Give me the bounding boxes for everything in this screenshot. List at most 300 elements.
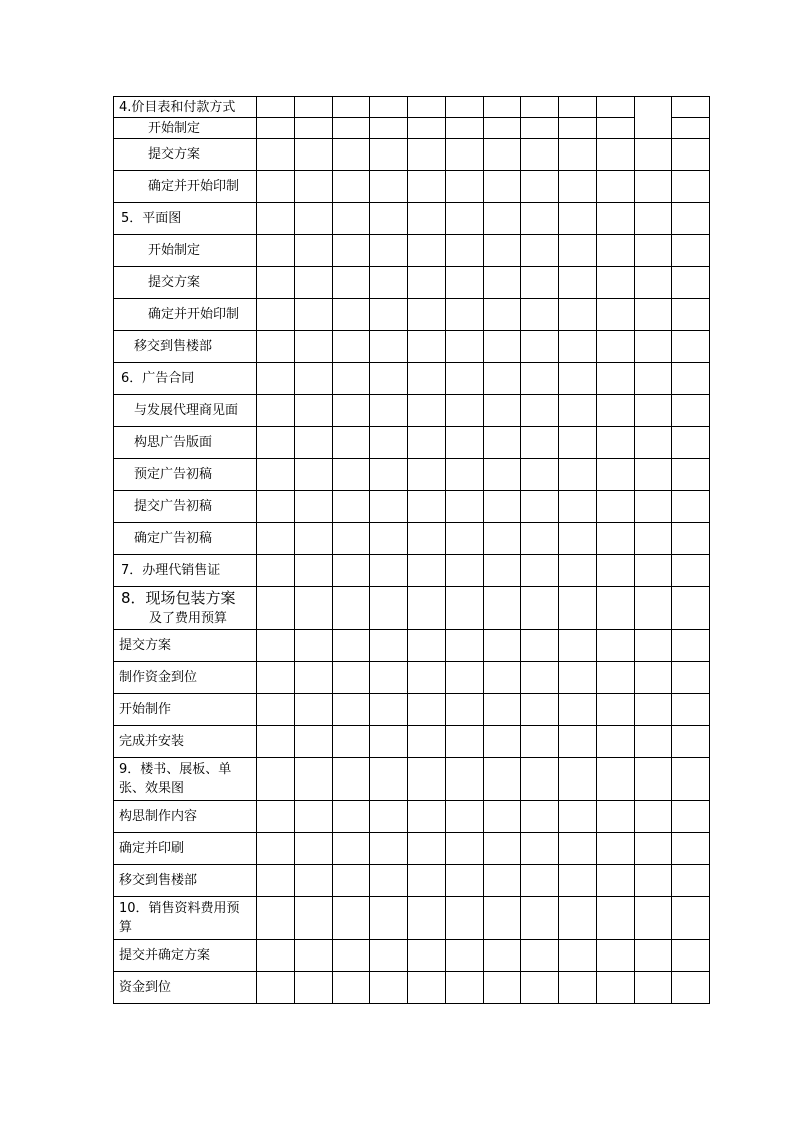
schedule-cell[interactable] bbox=[597, 662, 635, 694]
schedule-cell[interactable] bbox=[333, 139, 370, 171]
schedule-cell[interactable] bbox=[257, 587, 295, 630]
schedule-cell[interactable] bbox=[408, 630, 446, 662]
schedule-cell[interactable] bbox=[597, 801, 635, 833]
schedule-cell[interactable] bbox=[521, 267, 559, 299]
schedule-cell[interactable] bbox=[484, 267, 521, 299]
schedule-cell[interactable] bbox=[672, 758, 710, 801]
schedule-cell[interactable] bbox=[597, 897, 635, 940]
schedule-cell[interactable] bbox=[672, 972, 710, 1004]
schedule-cell[interactable] bbox=[333, 758, 370, 801]
schedule-cell[interactable] bbox=[559, 139, 597, 171]
schedule-cell[interactable] bbox=[295, 758, 333, 801]
schedule-cell[interactable] bbox=[484, 459, 521, 491]
schedule-cell[interactable] bbox=[484, 630, 521, 662]
schedule-cell[interactable] bbox=[521, 694, 559, 726]
schedule-cell[interactable] bbox=[446, 427, 484, 459]
schedule-cell[interactable] bbox=[672, 491, 710, 523]
schedule-cell[interactable] bbox=[370, 267, 408, 299]
schedule-cell[interactable] bbox=[484, 203, 521, 235]
schedule-cell[interactable] bbox=[521, 491, 559, 523]
schedule-cell[interactable] bbox=[521, 801, 559, 833]
schedule-cell[interactable] bbox=[333, 491, 370, 523]
schedule-cell[interactable] bbox=[559, 587, 597, 630]
schedule-cell[interactable] bbox=[672, 833, 710, 865]
schedule-cell[interactable] bbox=[333, 630, 370, 662]
schedule-cell[interactable] bbox=[295, 972, 333, 1004]
schedule-cell[interactable] bbox=[672, 299, 710, 331]
schedule-cell[interactable] bbox=[672, 97, 710, 118]
schedule-cell[interactable] bbox=[295, 299, 333, 331]
schedule-cell[interactable] bbox=[597, 299, 635, 331]
schedule-cell[interactable] bbox=[257, 758, 295, 801]
schedule-cell[interactable] bbox=[408, 758, 446, 801]
schedule-cell[interactable] bbox=[295, 427, 333, 459]
schedule-cell[interactable] bbox=[295, 139, 333, 171]
schedule-cell[interactable] bbox=[408, 972, 446, 1004]
schedule-cell[interactable] bbox=[559, 299, 597, 331]
schedule-cell[interactable] bbox=[446, 630, 484, 662]
schedule-cell[interactable] bbox=[597, 363, 635, 395]
schedule-cell[interactable] bbox=[257, 203, 295, 235]
schedule-cell[interactable] bbox=[521, 118, 559, 139]
schedule-cell[interactable] bbox=[635, 523, 672, 555]
schedule-cell[interactable] bbox=[408, 833, 446, 865]
schedule-cell[interactable] bbox=[446, 97, 484, 118]
schedule-cell[interactable] bbox=[257, 972, 295, 1004]
schedule-cell[interactable] bbox=[672, 940, 710, 972]
schedule-cell[interactable] bbox=[672, 630, 710, 662]
schedule-cell[interactable] bbox=[370, 299, 408, 331]
schedule-cell[interactable] bbox=[370, 139, 408, 171]
schedule-cell[interactable] bbox=[635, 331, 672, 363]
schedule-cell[interactable] bbox=[333, 97, 370, 118]
schedule-cell[interactable] bbox=[408, 203, 446, 235]
schedule-cell[interactable] bbox=[597, 555, 635, 587]
schedule-cell[interactable] bbox=[333, 427, 370, 459]
schedule-cell[interactable] bbox=[446, 865, 484, 897]
schedule-cell[interactable] bbox=[295, 203, 333, 235]
schedule-cell[interactable] bbox=[370, 363, 408, 395]
schedule-cell[interactable] bbox=[370, 897, 408, 940]
schedule-cell[interactable] bbox=[597, 587, 635, 630]
schedule-cell[interactable] bbox=[408, 139, 446, 171]
schedule-cell[interactable] bbox=[521, 331, 559, 363]
schedule-cell[interactable] bbox=[446, 726, 484, 758]
schedule-cell[interactable] bbox=[333, 459, 370, 491]
schedule-cell[interactable] bbox=[295, 523, 333, 555]
schedule-cell[interactable] bbox=[333, 662, 370, 694]
schedule-cell[interactable] bbox=[370, 523, 408, 555]
schedule-cell[interactable] bbox=[446, 363, 484, 395]
schedule-cell[interactable] bbox=[333, 555, 370, 587]
schedule-cell[interactable] bbox=[333, 587, 370, 630]
schedule-cell[interactable] bbox=[597, 726, 635, 758]
schedule-cell[interactable] bbox=[484, 662, 521, 694]
schedule-cell[interactable] bbox=[446, 758, 484, 801]
schedule-cell[interactable] bbox=[370, 427, 408, 459]
schedule-cell[interactable] bbox=[521, 459, 559, 491]
schedule-cell[interactable] bbox=[521, 897, 559, 940]
schedule-cell[interactable] bbox=[521, 395, 559, 427]
schedule-cell[interactable] bbox=[333, 395, 370, 427]
schedule-cell[interactable] bbox=[521, 758, 559, 801]
schedule-cell[interactable] bbox=[408, 235, 446, 267]
schedule-cell[interactable] bbox=[333, 897, 370, 940]
schedule-cell[interactable] bbox=[597, 865, 635, 897]
schedule-cell[interactable] bbox=[484, 801, 521, 833]
schedule-cell[interactable] bbox=[672, 267, 710, 299]
schedule-cell[interactable] bbox=[484, 726, 521, 758]
schedule-cell[interactable] bbox=[295, 235, 333, 267]
schedule-cell[interactable] bbox=[446, 491, 484, 523]
schedule-cell[interactable] bbox=[370, 555, 408, 587]
schedule-cell[interactable] bbox=[295, 267, 333, 299]
schedule-cell[interactable] bbox=[446, 801, 484, 833]
schedule-cell[interactable] bbox=[370, 395, 408, 427]
schedule-cell[interactable] bbox=[295, 587, 333, 630]
schedule-cell[interactable] bbox=[597, 833, 635, 865]
schedule-cell[interactable] bbox=[257, 97, 295, 118]
schedule-cell[interactable] bbox=[333, 171, 370, 203]
schedule-cell[interactable] bbox=[370, 235, 408, 267]
schedule-cell[interactable] bbox=[295, 491, 333, 523]
schedule-cell[interactable] bbox=[295, 363, 333, 395]
schedule-cell[interactable] bbox=[559, 940, 597, 972]
schedule-cell[interactable] bbox=[257, 662, 295, 694]
schedule-cell[interactable] bbox=[635, 97, 672, 139]
schedule-cell[interactable] bbox=[370, 171, 408, 203]
schedule-cell[interactable] bbox=[521, 299, 559, 331]
schedule-cell[interactable] bbox=[446, 395, 484, 427]
schedule-cell[interactable] bbox=[484, 555, 521, 587]
schedule-cell[interactable] bbox=[333, 726, 370, 758]
schedule-cell[interactable] bbox=[333, 694, 370, 726]
schedule-cell[interactable] bbox=[559, 267, 597, 299]
schedule-cell[interactable] bbox=[559, 630, 597, 662]
schedule-cell[interactable] bbox=[521, 972, 559, 1004]
schedule-cell[interactable] bbox=[295, 171, 333, 203]
schedule-cell[interactable] bbox=[370, 203, 408, 235]
schedule-cell[interactable] bbox=[672, 139, 710, 171]
schedule-cell[interactable] bbox=[295, 459, 333, 491]
schedule-cell[interactable] bbox=[484, 427, 521, 459]
schedule-cell[interactable] bbox=[484, 171, 521, 203]
schedule-cell[interactable] bbox=[333, 833, 370, 865]
schedule-cell[interactable] bbox=[484, 118, 521, 139]
schedule-cell[interactable] bbox=[672, 897, 710, 940]
schedule-cell[interactable] bbox=[333, 203, 370, 235]
schedule-cell[interactable] bbox=[597, 97, 635, 118]
schedule-cell[interactable] bbox=[635, 726, 672, 758]
schedule-cell[interactable] bbox=[597, 118, 635, 139]
schedule-cell[interactable] bbox=[295, 833, 333, 865]
schedule-cell[interactable] bbox=[672, 235, 710, 267]
schedule-cell[interactable] bbox=[257, 726, 295, 758]
schedule-cell[interactable] bbox=[521, 203, 559, 235]
schedule-cell[interactable] bbox=[559, 801, 597, 833]
schedule-cell[interactable] bbox=[446, 118, 484, 139]
schedule-cell[interactable] bbox=[257, 235, 295, 267]
schedule-cell[interactable] bbox=[672, 801, 710, 833]
schedule-cell[interactable] bbox=[597, 758, 635, 801]
schedule-cell[interactable] bbox=[597, 427, 635, 459]
schedule-cell[interactable] bbox=[597, 694, 635, 726]
schedule-cell[interactable] bbox=[635, 555, 672, 587]
schedule-cell[interactable] bbox=[370, 662, 408, 694]
schedule-cell[interactable] bbox=[559, 726, 597, 758]
schedule-cell[interactable] bbox=[521, 865, 559, 897]
schedule-cell[interactable] bbox=[597, 267, 635, 299]
schedule-cell[interactable] bbox=[635, 833, 672, 865]
schedule-cell[interactable] bbox=[333, 118, 370, 139]
schedule-cell[interactable] bbox=[521, 630, 559, 662]
schedule-cell[interactable] bbox=[370, 630, 408, 662]
schedule-cell[interactable] bbox=[559, 331, 597, 363]
schedule-cell[interactable] bbox=[446, 833, 484, 865]
schedule-cell[interactable] bbox=[672, 331, 710, 363]
schedule-cell[interactable] bbox=[484, 363, 521, 395]
schedule-cell[interactable] bbox=[295, 726, 333, 758]
schedule-cell[interactable] bbox=[521, 523, 559, 555]
schedule-cell[interactable] bbox=[559, 395, 597, 427]
schedule-cell[interactable] bbox=[408, 299, 446, 331]
schedule-cell[interactable] bbox=[446, 331, 484, 363]
schedule-cell[interactable] bbox=[333, 801, 370, 833]
schedule-cell[interactable] bbox=[257, 459, 295, 491]
schedule-cell[interactable] bbox=[597, 523, 635, 555]
schedule-cell[interactable] bbox=[446, 555, 484, 587]
schedule-cell[interactable] bbox=[408, 940, 446, 972]
schedule-cell[interactable] bbox=[672, 118, 710, 139]
schedule-cell[interactable] bbox=[408, 897, 446, 940]
schedule-cell[interactable] bbox=[597, 940, 635, 972]
schedule-cell[interactable] bbox=[295, 331, 333, 363]
schedule-cell[interactable] bbox=[635, 203, 672, 235]
schedule-cell[interactable] bbox=[257, 267, 295, 299]
schedule-cell[interactable] bbox=[559, 897, 597, 940]
schedule-cell[interactable] bbox=[484, 897, 521, 940]
schedule-cell[interactable] bbox=[597, 630, 635, 662]
schedule-cell[interactable] bbox=[295, 97, 333, 118]
schedule-cell[interactable] bbox=[672, 587, 710, 630]
schedule-cell[interactable] bbox=[672, 523, 710, 555]
schedule-cell[interactable] bbox=[672, 662, 710, 694]
schedule-cell[interactable] bbox=[408, 331, 446, 363]
schedule-cell[interactable] bbox=[559, 865, 597, 897]
schedule-cell[interactable] bbox=[559, 523, 597, 555]
schedule-cell[interactable] bbox=[521, 587, 559, 630]
schedule-cell[interactable] bbox=[635, 171, 672, 203]
schedule-cell[interactable] bbox=[257, 897, 295, 940]
schedule-cell[interactable] bbox=[484, 587, 521, 630]
schedule-cell[interactable] bbox=[408, 459, 446, 491]
schedule-cell[interactable] bbox=[521, 139, 559, 171]
schedule-cell[interactable] bbox=[408, 865, 446, 897]
schedule-cell[interactable] bbox=[559, 427, 597, 459]
schedule-cell[interactable] bbox=[370, 118, 408, 139]
schedule-cell[interactable] bbox=[484, 972, 521, 1004]
schedule-cell[interactable] bbox=[408, 97, 446, 118]
schedule-cell[interactable] bbox=[408, 118, 446, 139]
schedule-cell[interactable] bbox=[559, 203, 597, 235]
schedule-cell[interactable] bbox=[635, 897, 672, 940]
schedule-cell[interactable] bbox=[635, 139, 672, 171]
schedule-cell[interactable] bbox=[521, 833, 559, 865]
schedule-cell[interactable] bbox=[672, 171, 710, 203]
schedule-cell[interactable] bbox=[597, 235, 635, 267]
schedule-cell[interactable] bbox=[333, 865, 370, 897]
schedule-cell[interactable] bbox=[521, 97, 559, 118]
schedule-cell[interactable] bbox=[295, 118, 333, 139]
schedule-cell[interactable] bbox=[408, 587, 446, 630]
schedule-cell[interactable] bbox=[635, 865, 672, 897]
schedule-cell[interactable] bbox=[635, 267, 672, 299]
schedule-cell[interactable] bbox=[446, 299, 484, 331]
schedule-cell[interactable] bbox=[333, 972, 370, 1004]
schedule-cell[interactable] bbox=[408, 694, 446, 726]
schedule-cell[interactable] bbox=[559, 171, 597, 203]
schedule-cell[interactable] bbox=[370, 801, 408, 833]
schedule-cell[interactable] bbox=[408, 662, 446, 694]
schedule-cell[interactable] bbox=[672, 865, 710, 897]
schedule-cell[interactable] bbox=[521, 235, 559, 267]
schedule-cell[interactable] bbox=[672, 694, 710, 726]
schedule-cell[interactable] bbox=[295, 801, 333, 833]
schedule-cell[interactable] bbox=[521, 171, 559, 203]
schedule-cell[interactable] bbox=[295, 395, 333, 427]
schedule-cell[interactable] bbox=[559, 118, 597, 139]
schedule-cell[interactable] bbox=[257, 139, 295, 171]
schedule-cell[interactable] bbox=[257, 491, 295, 523]
schedule-cell[interactable] bbox=[370, 865, 408, 897]
schedule-cell[interactable] bbox=[446, 587, 484, 630]
schedule-cell[interactable] bbox=[559, 235, 597, 267]
schedule-cell[interactable] bbox=[333, 235, 370, 267]
schedule-cell[interactable] bbox=[295, 940, 333, 972]
schedule-cell[interactable] bbox=[257, 363, 295, 395]
schedule-cell[interactable] bbox=[295, 662, 333, 694]
schedule-cell[interactable] bbox=[333, 299, 370, 331]
schedule-cell[interactable] bbox=[559, 97, 597, 118]
schedule-cell[interactable] bbox=[484, 694, 521, 726]
schedule-cell[interactable] bbox=[446, 171, 484, 203]
schedule-cell[interactable] bbox=[521, 555, 559, 587]
schedule-cell[interactable] bbox=[295, 694, 333, 726]
schedule-cell[interactable] bbox=[559, 662, 597, 694]
schedule-cell[interactable] bbox=[484, 235, 521, 267]
schedule-cell[interactable] bbox=[672, 363, 710, 395]
schedule-cell[interactable] bbox=[446, 662, 484, 694]
schedule-cell[interactable] bbox=[635, 587, 672, 630]
schedule-cell[interactable] bbox=[370, 491, 408, 523]
schedule-cell[interactable] bbox=[484, 940, 521, 972]
schedule-cell[interactable] bbox=[446, 235, 484, 267]
schedule-cell[interactable] bbox=[635, 459, 672, 491]
schedule-cell[interactable] bbox=[257, 694, 295, 726]
schedule-cell[interactable] bbox=[257, 331, 295, 363]
schedule-cell[interactable] bbox=[672, 203, 710, 235]
schedule-cell[interactable] bbox=[597, 139, 635, 171]
schedule-cell[interactable] bbox=[408, 555, 446, 587]
schedule-cell[interactable] bbox=[635, 801, 672, 833]
schedule-cell[interactable] bbox=[521, 940, 559, 972]
schedule-cell[interactable] bbox=[484, 97, 521, 118]
schedule-cell[interactable] bbox=[295, 555, 333, 587]
schedule-cell[interactable] bbox=[370, 972, 408, 1004]
schedule-cell[interactable] bbox=[446, 523, 484, 555]
schedule-cell[interactable] bbox=[370, 940, 408, 972]
schedule-cell[interactable] bbox=[370, 97, 408, 118]
schedule-cell[interactable] bbox=[408, 726, 446, 758]
schedule-cell[interactable] bbox=[484, 139, 521, 171]
schedule-cell[interactable] bbox=[521, 363, 559, 395]
schedule-cell[interactable] bbox=[635, 395, 672, 427]
schedule-cell[interactable] bbox=[446, 694, 484, 726]
schedule-cell[interactable] bbox=[333, 331, 370, 363]
schedule-cell[interactable] bbox=[484, 758, 521, 801]
schedule-cell[interactable] bbox=[484, 331, 521, 363]
schedule-cell[interactable] bbox=[446, 897, 484, 940]
schedule-cell[interactable] bbox=[635, 940, 672, 972]
schedule-cell[interactable] bbox=[257, 865, 295, 897]
schedule-cell[interactable] bbox=[446, 972, 484, 1004]
schedule-cell[interactable] bbox=[597, 459, 635, 491]
schedule-cell[interactable] bbox=[370, 833, 408, 865]
schedule-cell[interactable] bbox=[635, 694, 672, 726]
schedule-cell[interactable] bbox=[333, 363, 370, 395]
schedule-cell[interactable] bbox=[408, 427, 446, 459]
schedule-cell[interactable] bbox=[559, 833, 597, 865]
schedule-cell[interactable] bbox=[257, 555, 295, 587]
schedule-cell[interactable] bbox=[408, 523, 446, 555]
schedule-cell[interactable] bbox=[408, 491, 446, 523]
schedule-cell[interactable] bbox=[484, 491, 521, 523]
schedule-cell[interactable] bbox=[257, 118, 295, 139]
schedule-cell[interactable] bbox=[597, 203, 635, 235]
schedule-cell[interactable] bbox=[672, 395, 710, 427]
schedule-cell[interactable] bbox=[333, 267, 370, 299]
schedule-cell[interactable] bbox=[257, 801, 295, 833]
schedule-cell[interactable] bbox=[257, 523, 295, 555]
schedule-cell[interactable] bbox=[559, 459, 597, 491]
schedule-cell[interactable] bbox=[295, 630, 333, 662]
schedule-cell[interactable] bbox=[484, 865, 521, 897]
schedule-cell[interactable] bbox=[635, 299, 672, 331]
schedule-cell[interactable] bbox=[408, 395, 446, 427]
schedule-cell[interactable] bbox=[333, 523, 370, 555]
schedule-cell[interactable] bbox=[559, 694, 597, 726]
schedule-cell[interactable] bbox=[370, 758, 408, 801]
schedule-cell[interactable] bbox=[257, 940, 295, 972]
schedule-cell[interactable] bbox=[295, 865, 333, 897]
schedule-cell[interactable] bbox=[521, 427, 559, 459]
schedule-cell[interactable] bbox=[257, 171, 295, 203]
schedule-cell[interactable] bbox=[521, 662, 559, 694]
schedule-cell[interactable] bbox=[559, 758, 597, 801]
schedule-cell[interactable] bbox=[484, 299, 521, 331]
schedule-cell[interactable] bbox=[408, 363, 446, 395]
schedule-cell[interactable] bbox=[597, 395, 635, 427]
schedule-cell[interactable] bbox=[484, 395, 521, 427]
schedule-cell[interactable] bbox=[635, 630, 672, 662]
schedule-cell[interactable] bbox=[672, 726, 710, 758]
schedule-cell[interactable] bbox=[257, 299, 295, 331]
schedule-cell[interactable] bbox=[257, 833, 295, 865]
schedule-cell[interactable] bbox=[446, 459, 484, 491]
schedule-cell[interactable] bbox=[370, 459, 408, 491]
schedule-cell[interactable] bbox=[484, 833, 521, 865]
schedule-cell[interactable] bbox=[257, 395, 295, 427]
